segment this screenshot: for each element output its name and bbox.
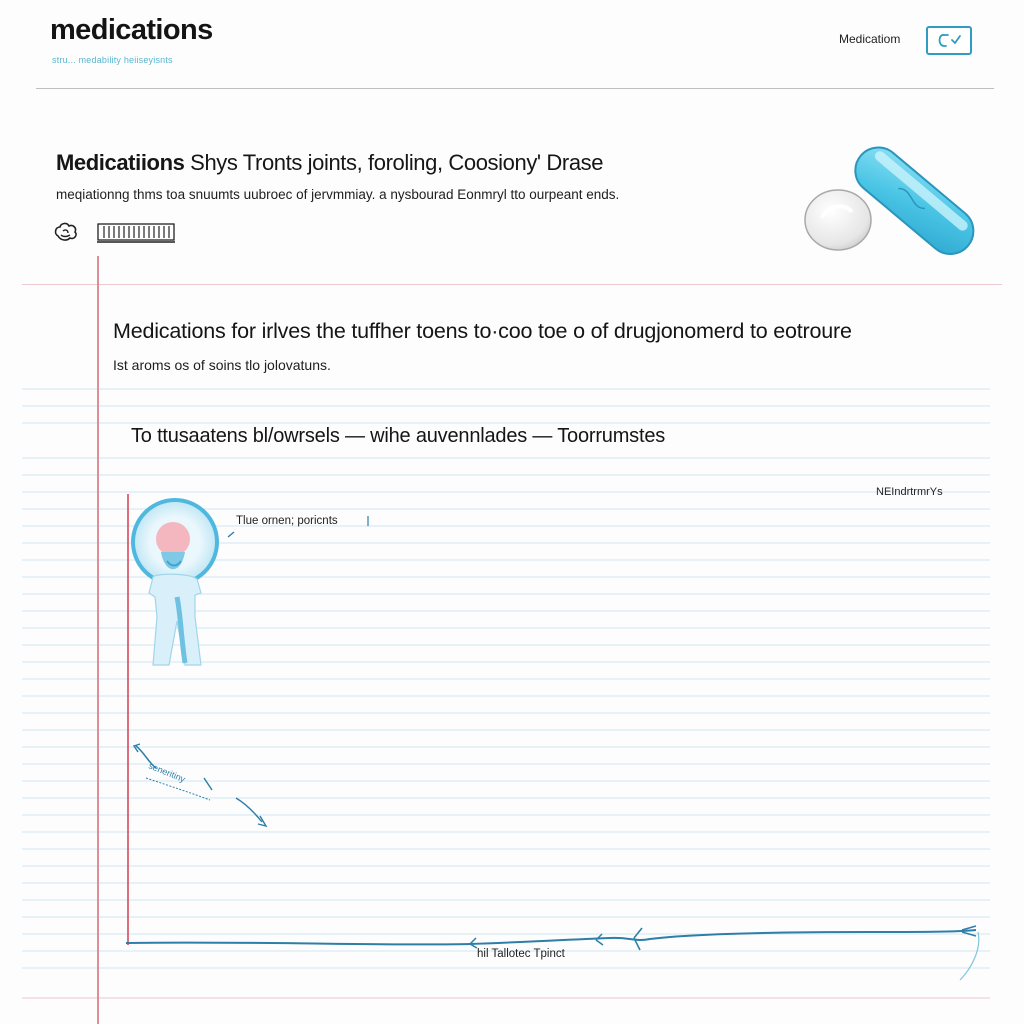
- section-description: Ist aroms os of soins tlo jolovatuns.: [113, 357, 331, 373]
- timeline-chart: [110, 480, 1000, 990]
- axis-label: hil Tallotec Tpinct: [477, 948, 565, 960]
- section-title: [113, 319, 852, 344]
- hero-title-rest: Shys Tronts joints, foroling, Coosiony' Drase: [184, 150, 604, 175]
- section-title-rest: for irlves the tuffher toens to·coo toe o of drugjonomerd to eotroure: [225, 319, 852, 343]
- subsection-heading: To ttusaatens bl/owrsels — wihe auvennlades — Toorrumstes: [131, 425, 666, 447]
- section-title-strong: Medications: [113, 319, 226, 343]
- app-subtitle: stru... medability heiiseyisnts: [52, 55, 173, 65]
- hero-title-strong: Medicatiions: [56, 150, 185, 175]
- medication-nav-link[interactable]: Medicatiom: [839, 32, 901, 46]
- chart-corner-label: NEIndrtrmrYs: [876, 486, 943, 498]
- callout-pointer: [228, 532, 234, 537]
- notebook-margin-line: [97, 256, 99, 1024]
- handwritten-note: seneritiny: [147, 760, 187, 785]
- app-title: medications: [50, 14, 213, 46]
- x-axis: [126, 930, 976, 944]
- hero-description: meqiationng thms toa snuumts uubroec of jervmmiay. a nysbourad Eonmryl tto ourpeant ends.: [56, 187, 620, 202]
- callout-label: Tlue ornen; poricnts: [236, 515, 338, 527]
- patient-figure: [125, 497, 225, 677]
